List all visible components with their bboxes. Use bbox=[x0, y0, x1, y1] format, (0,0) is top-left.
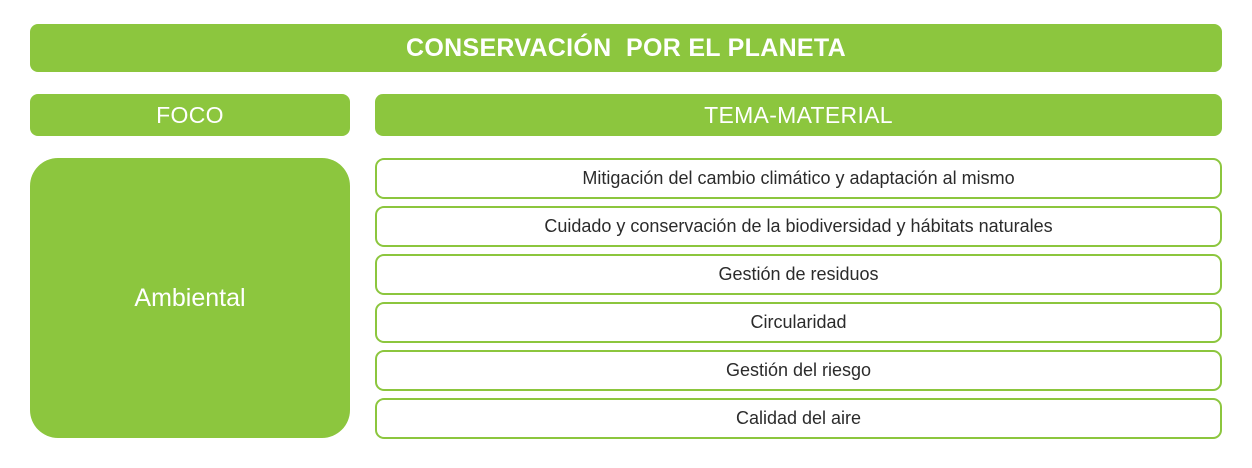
topic-item-label: Cuidado y conservación de la biodiversidad y hábitats naturales bbox=[544, 216, 1053, 236]
page-title: CONSERVACIÓN POR EL PLANETA bbox=[406, 33, 846, 62]
topic-item-label: Mitigación del cambio climático y adaptación al mismo bbox=[582, 168, 1015, 188]
column-header-theme bbox=[375, 94, 1222, 136]
title-banner bbox=[30, 24, 1222, 72]
topic-item bbox=[375, 206, 1222, 247]
topic-item bbox=[375, 158, 1222, 199]
topic-item bbox=[375, 350, 1222, 391]
topic-item bbox=[375, 398, 1222, 439]
column-header-focus-label: FOCO bbox=[156, 101, 224, 128]
focus-category-label: Ambiental bbox=[134, 283, 246, 312]
column-header-theme-label: TEMA-MATERIAL bbox=[704, 101, 893, 128]
topic-item-label: Gestión del riesgo bbox=[725, 360, 872, 380]
focus-category-block bbox=[30, 158, 350, 438]
topic-item-label: Calidad del aire bbox=[735, 408, 862, 428]
topic-list bbox=[375, 158, 1222, 439]
topic-item bbox=[375, 302, 1222, 343]
topic-item-label: Circularidad bbox=[750, 312, 847, 332]
topic-item-label: Gestión de residuos bbox=[718, 264, 879, 284]
topic-item bbox=[375, 254, 1222, 295]
column-header-focus bbox=[30, 94, 350, 136]
